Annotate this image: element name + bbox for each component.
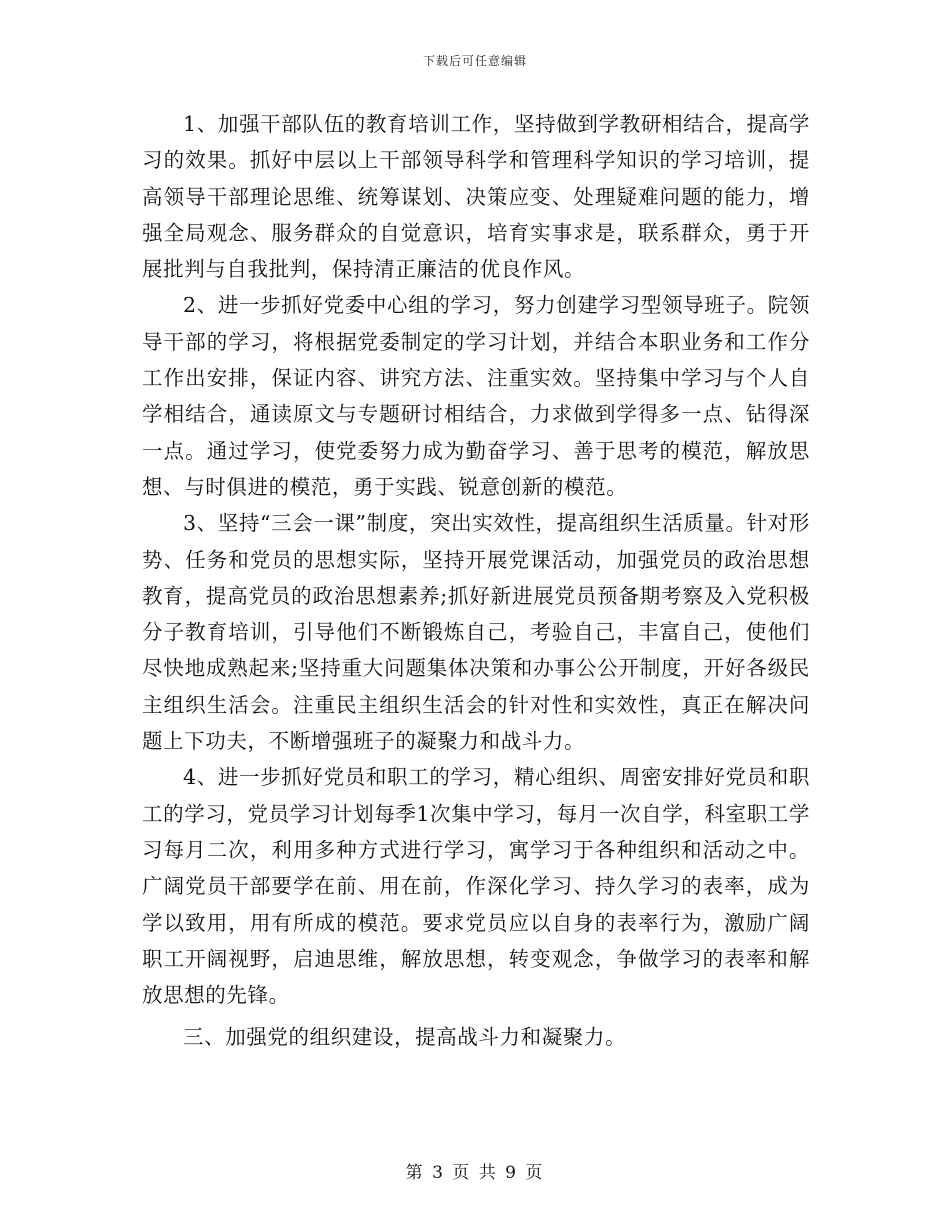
paragraph-4: 4、进一步抓好党员和职工的学习，精心组织、周密安排好党员和职工的学习，党员学习计划每季1次集中学习，每月一次自学，科室职工学习每月二次，利用多种方式进行学习，寓学习于各种组织和活动之中。广阔党员干部要学在前、用在前，作深化学习、持久学习的表率，成为学以致用，用有所成的模范。要求党员应以自身的表率行为，激励广阔职工开阔视野，启迪思维，解放思想，转变观念，争做学习的表率和解放思想的先锋。 [142,765,810,1008]
paragraph-1: 1、加强干部队伍的教育培训工作，坚持做到学教研相结合，提高学习的效果。抓好中层以上干部领导科学和管理科学知识的学习培训，提高领导干部理论思维、统筹谋划、决策应变、处理疑难问题的能力，增强全局观念、服务群众的自觉意识，培育实事求是，联系群众，勇于开展批判与自我批判，保持清正廉洁的优良作风。 [142,112,810,282]
paragraph-2: 2、进一步抓好党委中心组的学习，努力创建学习型领导班子。院领导干部的学习，将根据党委制定的学习计划，并结合本职业务和工作分工作出安排，保证内容、讲究方法、注重实效。坚持集中学习与个人自学相结合，通读原文与专题研讨相结合，力求做到学得多一点、钻得深一点。通过学习，使党委努力成为勤奋学习、善于思考的模范，解放思想、与时俱进的模范，勇于实践、锐意创新的模范。 [142,293,810,499]
document-body [142,106,810,1056]
page-header: 下载后可任意编辑 [422,54,527,68]
page-number: 第 3 页 共 9 页 [405,1163,545,1183]
paragraph-3: 3、坚持“三会一课”制度，突出实效性，提高组织生活质量。针对形势、任务和党员的思想实际，坚持开展党课活动，加强党员的政治思想教育，提高党员的政治思想素养;抓好新进展党员预备期考察及入党积极分子教育培训，引导他们不断锻炼自己，考验自己，丰富自己，使他们尽快地成熟起来;坚持重大问题集体决策和办事公公开制度，开好各级民主组织生活会。注重民主组织生活会的针对性和实效性，真正在解决问题上下功夫，不断增强班子的凝聚力和战斗力。 [142,511,810,754]
section-heading: 三、加强党的组织建设，提高战斗力和凝聚力。 [183,1025,627,1050]
